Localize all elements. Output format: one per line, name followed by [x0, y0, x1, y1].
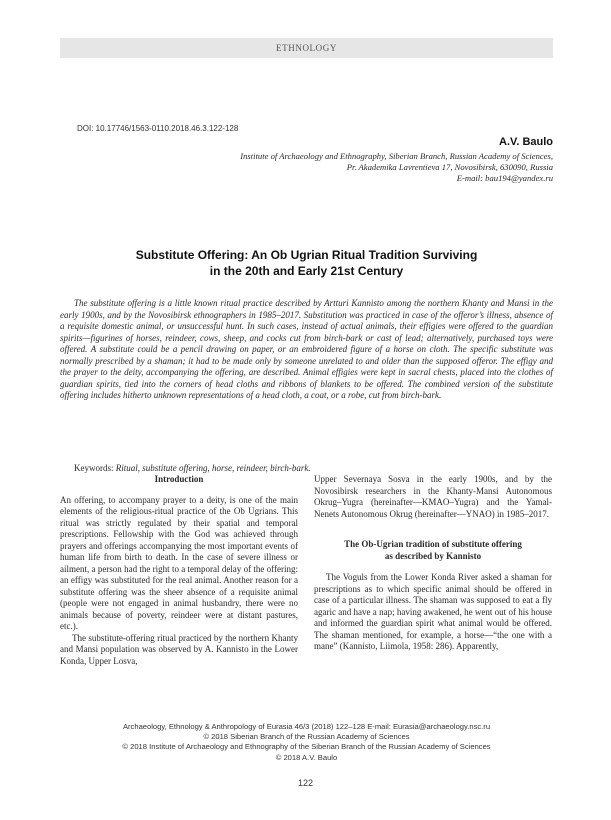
section-heading-introduction: Introduction [154, 474, 204, 484]
abstract: The substitute offering is a little known ritual practice described by Artturi Kannisto among the northern Khanty and Mansi in the early 1900s, and by the Novosibirsk ethnographers in 1985–2017. Substitution was practiced in case of the offeror’s illness, absence of a requisite domestic animal, or unsuccessful hunt. In such cases, instead of actual animals, their effigies were offered to the guardian spirits—figurines of horses, reindeer, cows, sheep, and cocks cut from birch-bark or cast of lead; alternatively, purchased toys were offered. A substitute could be a pencil drawing on paper, or an embroidered figure of a horse on cloth. The specific substitute was normally prescribed by a shaman; it had to be made only by someone unrelated to and older than the supposed offeror. The effigy and the prayer to the deity, accompanying the offering, are described. Animal effigies were kept in sacral chests, placed into the clothes of guardian spirits, tied into the corners of head cloths and ribbons of blankets to be offered. The combined version of the substitute offering includes hitherto unknown representations of a head cloth, a coat, or a robe, cut from birch-bark. [60, 298, 553, 400]
title-line-2: in the 20th and Early 21st Century [209, 263, 404, 278]
article-title [60, 248, 553, 279]
section-heading-kannisto-line-2: as described by Kannisto [384, 550, 482, 561]
kannisto-paragraph-1: The Voguls from the Lower Konda River asked a shaman for prescriptions as to which specific animal should be offered in case of a particular illness. The shaman was supposed to eat a fly agaric and have a nap; having awakened, he went out of his house and informed the guardian spirit what animal would be offered. The shaman mentioned, for example, a horse—“the one with a mane” (Kannisto, Liimola, 1958: 286). Apparently, [314, 572, 552, 651]
left-column [60, 474, 298, 667]
page-number: 122 [297, 778, 314, 788]
keywords-label: Keywords: [74, 463, 114, 473]
keywords-values: Ritual, substitute offering, horse, reindeer, birch-bark. [115, 463, 311, 473]
intro-paragraph-1: An offering, to accompany prayer to a deity, is one of the main elements of the religious-ritual practice of the Ob Ugrians. This ritual was strictly regulated by their spatial and temporal prescriptions. Fellowship with the God was achieved through prayers and offerings accompanying the most important events of human life from birth to death. In the case of severe illness or ailment, a person had the right to a temporal delay of the offering: an effigy was substituted for the real animal. Another reason for a substitute offering was the sheer absence of a requisite animal (people were not engaged in animal husbandry, there were no animals because of poverty, reindeer were at distant pastures, etc.). [60, 494, 298, 631]
author-block [180, 136, 553, 184]
intro-paragraph-continued: Upper Severnaya Sosva in the early 1900s, and by the Novosibirsk researchers in the Khanty-Mansi Autonomous Okrug–Yugra (hereinafter—KMAO–Yugra) and the Yamal-Nenets Autonomous Okrug (hereinafter—YNAO) in 1985–2017. [314, 474, 552, 519]
author-email: E-mail: bau194@yandex.ru [456, 173, 553, 183]
copyright-line-1: © 2018 Siberian Branch of the Russian Academy of Sciences [203, 732, 410, 742]
affiliation-line-2: Pr. Akademika Lavrentieva 17, Novosibirsk, 630090, Russia [346, 162, 553, 172]
doi-line: DOI: 10.17746/1563-0110.2018.46.3.122-128 [77, 124, 239, 133]
affiliation-line-1: Institute of Archaeology and Ethnography, Siberian Branch, Russian Academy of Sciences, [240, 151, 553, 161]
section-label: ETHNOLOGY [276, 43, 337, 53]
title-line-1: Substitute Offering: An Ob Ugrian Ritual Tradition Surviving [135, 248, 478, 262]
right-column [314, 474, 552, 653]
section-heading-kannisto-line-1: The Ob-Ugrian tradition of substitute offering [344, 539, 522, 549]
copyright-line-3: © 2018 A.V. Baulo [275, 752, 338, 762]
author-name: A.V. Baulo [499, 136, 553, 148]
copyright-line-2: © 2018 Institute of Archaeology and Ethnography of the Siberian Branch of the Russian Academy of Sciences [122, 742, 491, 752]
running-header [60, 38, 553, 58]
intro-paragraph-2: The substitute-offering ritual practiced by the northern Khanty and Mansi population was observed by A. Kannisto in the Lower Konda, Upper Losva, [60, 632, 298, 666]
journal-line: Archaeology, Ethnology & Anthropology of Eurasia 46/3 (2018) 122–128 E-mail: Eurasia@archaeology.nsc.ru [122, 722, 491, 731]
keywords [74, 463, 553, 474]
copyright-footer [60, 722, 553, 763]
